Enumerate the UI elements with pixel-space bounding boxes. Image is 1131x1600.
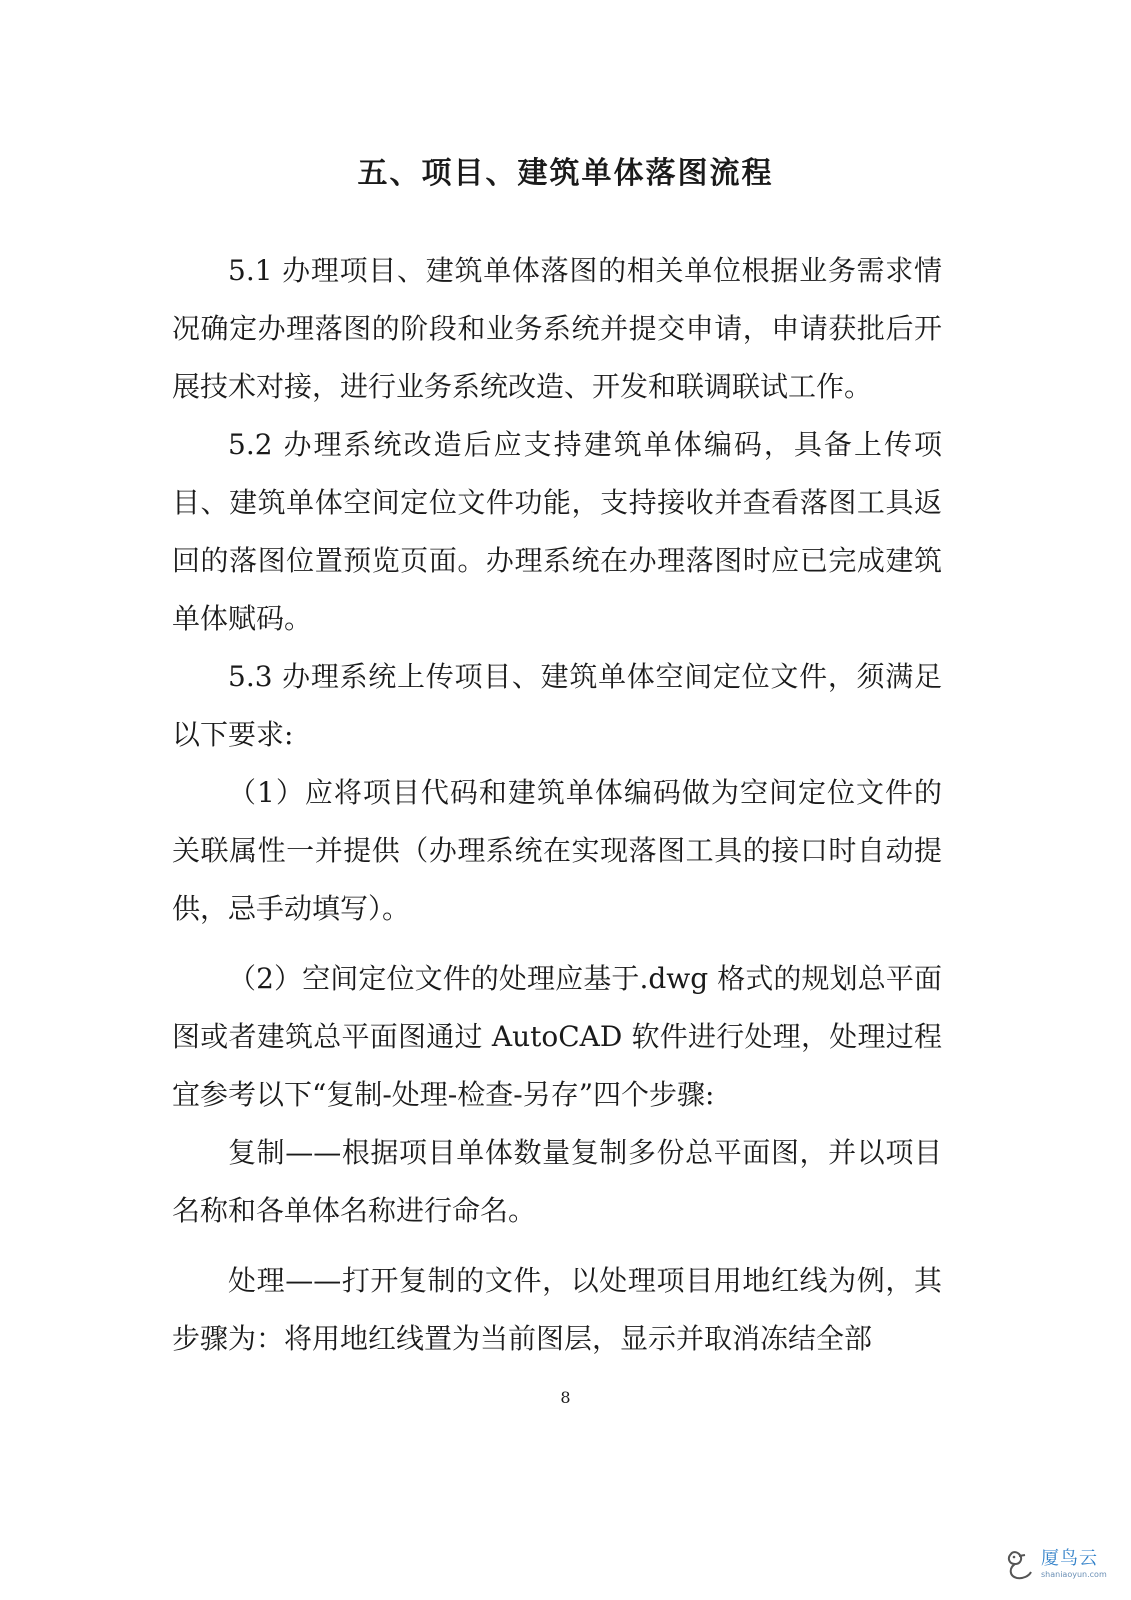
paragraph-step-copy: 复制——根据项目单体数量复制多份总平面图，并以项目名称和各单体名称进行命名。 [172,1136,942,1227]
paragraph-5-1: 5.1 办理项目、建筑单体落图的相关单位根据业务需求情况确定办理落图的阶段和业务系统并提交申请，申请获批后开展技术对接，进行业务系统改造、开发和联调联试工作。 [172,254,942,403]
paragraph-step-process: 处理——打开复制的文件，以处理项目用地红线为例，其步骤为：将用地红线置为当前图层，显示并取消冻结全部 [172,1264,942,1355]
watermark-name: 厦鸟云 [1041,1548,1098,1569]
bird-logo-icon [1003,1544,1037,1584]
paragraph-5-2: 5.2 办理系统改造后应支持建筑单体编码，具备上传项目、建筑单体空间定位文件功能，支持接收并查看落图工具返回的落图位置预览页面。办理系统在办理落图时应已完成建筑单体赋码。 [172,428,942,635]
section-title: 五、项目、建筑单体落图流程 [357,156,774,191]
paragraph-5-3: 5.3 办理系统上传项目、建筑单体空间定位文件，须满足以下要求: [172,660,942,751]
document-body [172,242,942,1368]
paragraph-requirement-2: （2）空间定位文件的处理应基于.dwg 格式的规划总平面图或者建筑总平面图通过 AutoCAD 软件进行处理，处理过程宜参考以下“复制-处理-检查-另存”四个步骤: [172,962,942,1111]
paragraph-requirement-1: （1）应将项目代码和建筑单体编码做为空间定位文件的关联属性一并提供（办理系统在实现落图工具的接口时自动提供，忌手动填写）。 [172,776,942,925]
watermark [1003,1540,1113,1592]
watermark-url: shaniaoyun.com [1041,1570,1107,1579]
page-number: 8 [560,1388,571,1407]
